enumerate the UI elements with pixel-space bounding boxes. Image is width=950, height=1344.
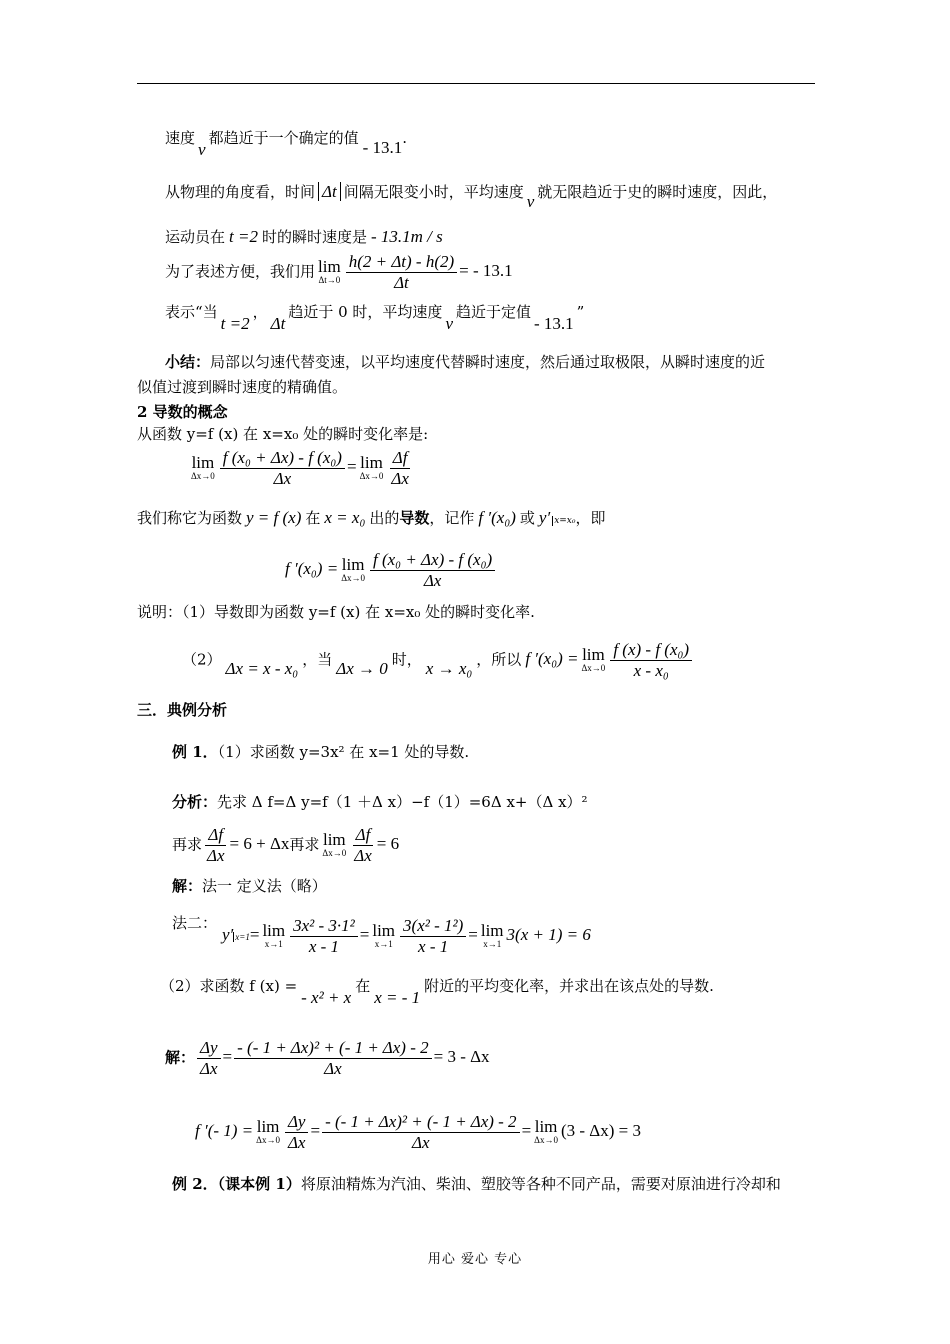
text-line xyxy=(165,302,585,333)
math-expr: Δx = x - x₀ xyxy=(225,659,299,679)
limit xyxy=(262,923,285,950)
limit xyxy=(318,259,341,286)
text: ” xyxy=(576,303,585,321)
denominator: Δx xyxy=(273,469,292,488)
text: 表示“当 xyxy=(165,303,218,321)
example-2 xyxy=(172,1174,781,1194)
summary-cont xyxy=(137,377,347,397)
lim-sub: Δx→0 xyxy=(581,663,606,673)
fraction xyxy=(285,1112,309,1153)
text: 或 xyxy=(519,509,535,527)
numerator: Δf xyxy=(390,448,411,469)
equals: = xyxy=(359,925,370,945)
lim-sub: Δx→0 xyxy=(191,471,215,481)
math-expr: t =2 xyxy=(220,314,250,333)
math-var: Δt xyxy=(270,314,286,333)
numerator: f (x₀ + Δx) - f (x₀) xyxy=(220,448,345,469)
fraction xyxy=(322,1112,519,1153)
fraction xyxy=(234,1038,431,1079)
text: 时的瞬时速度是 xyxy=(261,228,367,246)
example-1 xyxy=(172,742,469,762)
example-label: 例 1． xyxy=(172,743,218,761)
text: 都趋近于一个确定的值 xyxy=(208,129,359,147)
numerator: Δf xyxy=(205,825,226,846)
math-value: - 13.1 xyxy=(534,314,574,333)
fraction xyxy=(197,1038,221,1079)
limit xyxy=(322,832,346,859)
text: 在 xyxy=(305,509,321,527)
fraction xyxy=(400,916,466,957)
numerator: - (- 1 + Δx)² + (- 1 + Δx) - 2 xyxy=(322,1112,519,1133)
text: 出的 xyxy=(369,509,400,527)
lim-sub: x→1 xyxy=(483,939,502,949)
text-line xyxy=(165,227,443,247)
result: = 6 xyxy=(376,834,400,854)
denominator: Δx xyxy=(391,469,409,488)
method-2-formula xyxy=(222,916,591,957)
denominator: x - x₀ xyxy=(633,661,669,680)
derivative-formula xyxy=(285,550,497,591)
analysis-text: 先求 Δ f=Δ y=f（1 ＋Δ x）−f（1）=6Δ x+（Δ x）² xyxy=(217,793,588,811)
math-expr: t =2 xyxy=(229,227,258,246)
example-text: 将原油精炼为汽油、柴油、塑胶等各种不同产品，需要对原油进行冷却和 xyxy=(300,1175,781,1193)
text: 说明：（1）导数即为函数 y=f (x) 在 x=x₀ 处的瞬时变化率 xyxy=(137,603,531,621)
math-expr: Δx → 0 xyxy=(336,659,388,679)
again xyxy=(172,825,399,866)
denominator: Δx xyxy=(200,1059,218,1078)
numerator: 3x² - 3·1² xyxy=(290,916,358,937)
fraction xyxy=(610,640,692,681)
section-title: 2 导数的概念 xyxy=(137,403,228,421)
summary-label: 小结： xyxy=(165,353,211,371)
text: 为了表述方便，我们用 xyxy=(165,262,316,281)
summary xyxy=(165,352,765,372)
math-value: - 13.1 xyxy=(362,138,403,157)
lim-label: lim xyxy=(341,555,365,574)
example-label: 例 2．（课本例 1） xyxy=(172,1175,301,1193)
limit xyxy=(534,1119,558,1146)
lim-label: lim xyxy=(256,1117,280,1136)
solution-text: 法一 定义法（略） xyxy=(202,877,327,895)
numerator: f (x₀ + Δx) - f (x₀) xyxy=(370,550,495,571)
text: ，当 xyxy=(302,650,333,669)
text: ， xyxy=(252,303,268,321)
term-derivative: 导数 xyxy=(399,509,430,527)
lim-label: lim xyxy=(191,453,215,472)
denominator: Δx xyxy=(324,1059,342,1078)
math-expr: y′ xyxy=(538,508,551,527)
method-2 xyxy=(172,913,217,933)
limit xyxy=(582,647,606,674)
example-1-part-2 xyxy=(160,976,714,1007)
example-text: （1）求函数 y=3x² 在 x=1 处的导数. xyxy=(217,743,470,761)
text: 我们称它为函数 xyxy=(137,509,243,527)
lim-sub: Δt→0 xyxy=(318,275,341,285)
numerator: - (- 1 + Δx)² + (- 1 + Δx) - 2 xyxy=(234,1038,431,1059)
text: 再求 xyxy=(172,835,203,854)
solution-3 xyxy=(195,1112,641,1153)
text: （2） xyxy=(182,650,222,669)
solution-1 xyxy=(172,876,327,896)
equals: = xyxy=(346,457,357,477)
math-sub: x=x₀ xyxy=(554,516,576,526)
fraction xyxy=(220,448,345,489)
fraction xyxy=(351,825,375,866)
fraction xyxy=(346,252,457,293)
math-var: v xyxy=(445,314,453,333)
lim-label: lim xyxy=(582,645,605,664)
fraction xyxy=(290,916,358,957)
numerator: Δf xyxy=(353,825,374,846)
equals: = xyxy=(468,925,478,945)
denominator: Δx xyxy=(412,1133,430,1152)
numerator: Δy xyxy=(285,1112,309,1133)
text: 就无限趋近于史的瞬时速度，因此， xyxy=(537,183,778,201)
result: (3 - Δx) = 3 xyxy=(560,1121,641,1141)
limit xyxy=(341,557,365,584)
solution-label: 解： xyxy=(165,1048,196,1067)
limit xyxy=(481,923,504,950)
math-expr: x = - 1 xyxy=(374,988,421,1007)
lim-sub: Δx→0 xyxy=(256,1135,280,1145)
text: 趋近于 0 时，平均速度 xyxy=(288,303,443,321)
denominator: Δx xyxy=(354,846,372,865)
lhs: f ′(x₀) = xyxy=(525,649,579,669)
numerator: Δy xyxy=(197,1038,221,1059)
page-footer: 用心 爱心 专心 xyxy=(427,1252,523,1267)
math-var: v xyxy=(526,192,535,211)
math-var: v xyxy=(198,140,206,159)
text: . xyxy=(402,129,408,147)
fraction xyxy=(370,550,495,591)
text: 趋近于定值 xyxy=(455,303,531,321)
math-expr: y = f (x) xyxy=(246,508,302,527)
limit xyxy=(360,455,384,482)
fraction xyxy=(388,448,412,489)
math-sub: x=1 xyxy=(235,932,250,943)
section-title: 三．典例分析 xyxy=(137,701,228,719)
analysis-label: 分析： xyxy=(172,793,218,811)
text-line xyxy=(165,182,778,211)
note-2 xyxy=(182,640,694,681)
equals: = xyxy=(249,925,260,945)
limit xyxy=(372,923,395,950)
equals: = xyxy=(222,1047,233,1067)
lim-label: lim xyxy=(318,257,341,276)
lim-label: lim xyxy=(480,921,504,940)
text: ，所以 xyxy=(476,650,522,669)
fraction xyxy=(204,825,228,866)
result: 3(x + 1) = 6 xyxy=(506,925,591,945)
numerator: f (x) - f (x₀) xyxy=(610,640,692,661)
summary-text: 似值过渡到瞬时速度的精确值。 xyxy=(137,378,348,396)
text: 运动员在 xyxy=(165,228,226,246)
equals: = xyxy=(521,1121,532,1141)
numerator: 3(x² - 1²) xyxy=(400,916,466,937)
note xyxy=(137,602,535,622)
solution-label: 解： xyxy=(172,877,203,895)
text-line xyxy=(165,252,513,293)
text: 再求 xyxy=(289,835,320,854)
denominator: Δx xyxy=(423,571,442,590)
text: ，即 xyxy=(575,509,606,527)
text: 间隔无限变小时，平均速度 xyxy=(343,183,524,201)
text: （2）求函数 f (x) = xyxy=(160,977,298,995)
math-expr: - 13.1m / s xyxy=(370,227,443,246)
math-expr: f ′(x₀) xyxy=(478,508,516,527)
denominator: Δt xyxy=(394,273,409,292)
lim-label: lim xyxy=(534,1117,558,1136)
lim-sub: Δx→0 xyxy=(341,573,365,583)
text: 从物理的角度看，时间 xyxy=(165,183,316,201)
denominator: x - 1 xyxy=(308,937,340,956)
definition-formula xyxy=(188,448,414,489)
denominator: Δx xyxy=(207,846,225,865)
math-var: y′ xyxy=(222,925,234,945)
limit xyxy=(256,1119,280,1146)
math-expr: x = x₀ xyxy=(324,508,366,527)
derivative-definition xyxy=(137,508,606,531)
lim-sub: Δx→0 xyxy=(322,848,347,858)
text: 在 xyxy=(355,977,371,995)
lhs: f ′(- 1) = xyxy=(195,1121,254,1141)
summary-text: 局部以匀速代替变速，以平均速度代替瞬时速度，然后通过取极限，从瞬时速度的近 xyxy=(210,353,766,371)
lim-sub: x→1 xyxy=(374,939,393,949)
lim-label: lim xyxy=(322,830,346,849)
result: = - 13.1 xyxy=(459,261,513,281)
equals: = xyxy=(310,1121,321,1141)
math-expr: - x² + x xyxy=(301,988,352,1007)
text: . xyxy=(530,603,535,621)
result: = 6 + Δx xyxy=(229,834,290,854)
math-abs: Δt xyxy=(318,182,341,201)
lim-label: lim xyxy=(360,453,383,472)
lim-label: lim xyxy=(372,921,396,940)
text: ，记作 xyxy=(429,509,475,527)
denominator: Δx xyxy=(287,1133,306,1152)
analysis xyxy=(172,792,588,812)
text-line xyxy=(165,128,408,159)
lim-sub: Δx→0 xyxy=(534,1135,558,1145)
limit xyxy=(191,455,215,482)
math-expr: x → x₀ xyxy=(425,659,473,679)
intro: 从函数 y=f (x) 在 x=x₀ 处的瞬时变化率是: xyxy=(137,425,429,443)
solution-2 xyxy=(165,1038,490,1079)
text: 时， xyxy=(391,650,422,669)
method-label: 法二： xyxy=(172,914,218,932)
numerator: h(2 + Δt) - h(2) xyxy=(346,252,457,273)
lim-label: lim xyxy=(262,921,286,940)
lim-sub: x→1 xyxy=(264,939,283,949)
text: 附近的平均变化率，并求出在该点处的导数. xyxy=(424,977,714,995)
lim-sub: Δx→0 xyxy=(359,471,384,481)
header-rule xyxy=(137,83,815,84)
lhs: f ′(x₀) = xyxy=(285,559,339,579)
text: 速度 xyxy=(165,129,196,147)
result: = 3 - Δx xyxy=(433,1047,490,1067)
denominator: x - 1 xyxy=(418,937,449,956)
